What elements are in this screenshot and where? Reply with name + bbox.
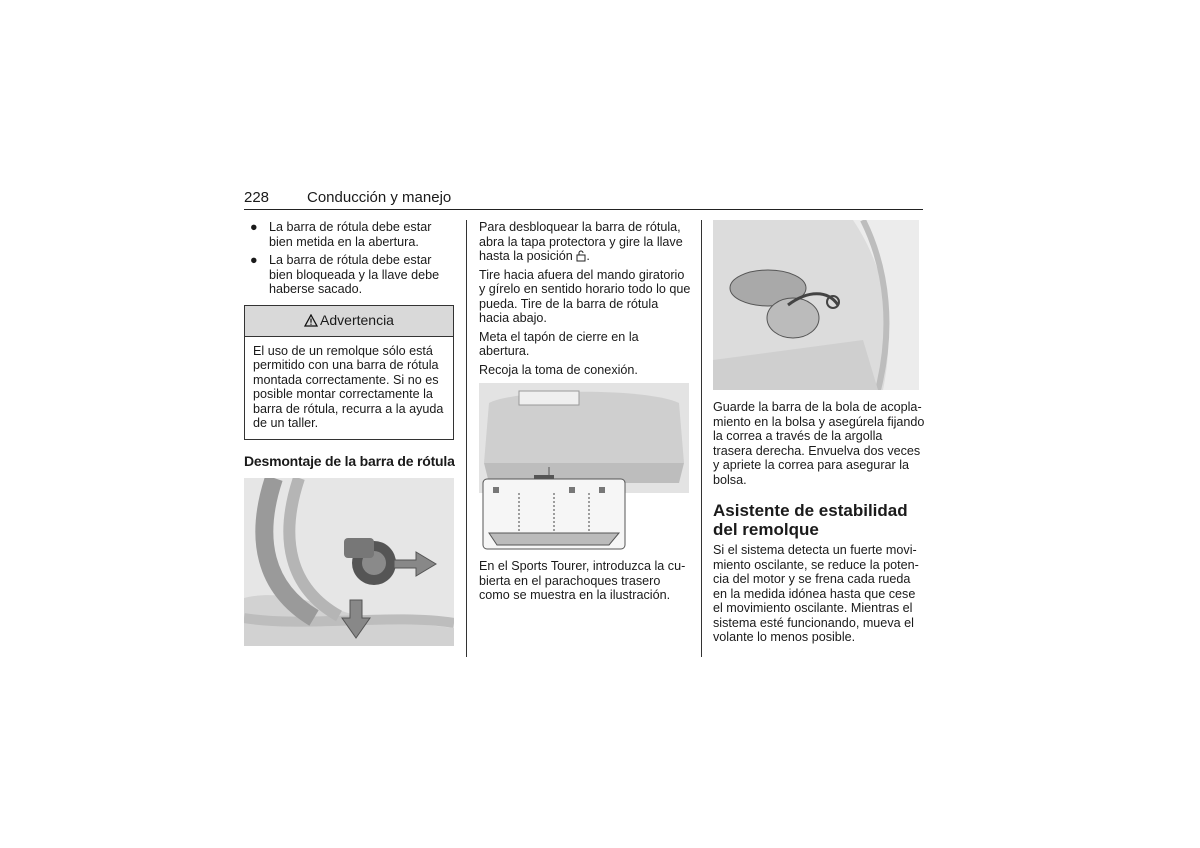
paragraph: Si el sistema detecta un fuerte movimiento oscilante, se reduce la potencia del motor y se frena cada rueda en la medida idónea hasta que cese el movimiento oscilante. Mientras el sistema esté funcionando, mueva el volante lo menos posible. xyxy=(713,543,919,644)
warning-header xyxy=(245,306,453,337)
paragraph xyxy=(479,220,691,264)
warning-title: Advertencia xyxy=(320,312,394,329)
paragraph: Meta el tapón de cierre en la abertura. xyxy=(479,329,639,358)
towbar-bag-illustration xyxy=(713,220,919,390)
page-number: 228 xyxy=(244,189,270,206)
bullet-item xyxy=(244,253,456,297)
bullet-item xyxy=(244,220,456,249)
paragraph: Tire hacia afuera del mando giratorio y gírelo en sentido horario todo lo que pueda. Tire de la barra de rótula hacia abajo. xyxy=(479,267,691,325)
column-divider xyxy=(466,220,467,657)
rear-bumper-illustration xyxy=(479,383,689,551)
paragraph: Recoja la toma de conexión. xyxy=(479,362,638,377)
section-title: Conducción y manejo xyxy=(307,189,452,206)
bullet-text: La barra de rótula debe estar bien metida en la abertura. xyxy=(269,220,432,249)
paragraph-text: Para desbloquear la barra de rótula, abra la tapa protectora y gire la llave hasta la posición xyxy=(479,220,683,263)
column-2 xyxy=(479,220,691,607)
unlocked-padlock-icon xyxy=(576,250,586,262)
warning-text: El uso de un remolque sólo está permitido con una barra de rótula montada correctamente. Si no es posible montar correctamente la barra de rótula, recurra a la ayuda de un taller. xyxy=(253,343,444,430)
column-3 xyxy=(713,220,925,649)
bullet-text: La barra de rótula debe estar bien bloqueada y la llave debe haberse sacado. xyxy=(269,253,440,296)
bullet-dot: ● xyxy=(250,220,258,234)
paragraph-end: . xyxy=(586,249,590,263)
paragraph: Guarde la barra de la bola de acoplamiento en la bolsa y asegúrela fijando la correa a través de la argolla trasera derecha. Envuelva dos veces y apriete la correa para asegurar la bolsa. xyxy=(713,400,925,487)
page-header xyxy=(244,189,923,210)
bullet-dot: ● xyxy=(250,253,258,267)
warning-triangle-icon xyxy=(304,314,318,327)
warning-box xyxy=(244,305,454,440)
column-divider xyxy=(701,220,702,657)
section-heading: Asistente de estabilidad del remolque xyxy=(713,501,908,539)
column-1 xyxy=(244,220,456,646)
subheading: Desmontaje de la barra de rótula xyxy=(244,452,455,469)
towbar-removal-illustration xyxy=(244,478,454,646)
paragraph: En el Sports Tourer, introduzca la cubierta en el parachoques trasero como se muestra en la ilustración. xyxy=(479,559,686,602)
